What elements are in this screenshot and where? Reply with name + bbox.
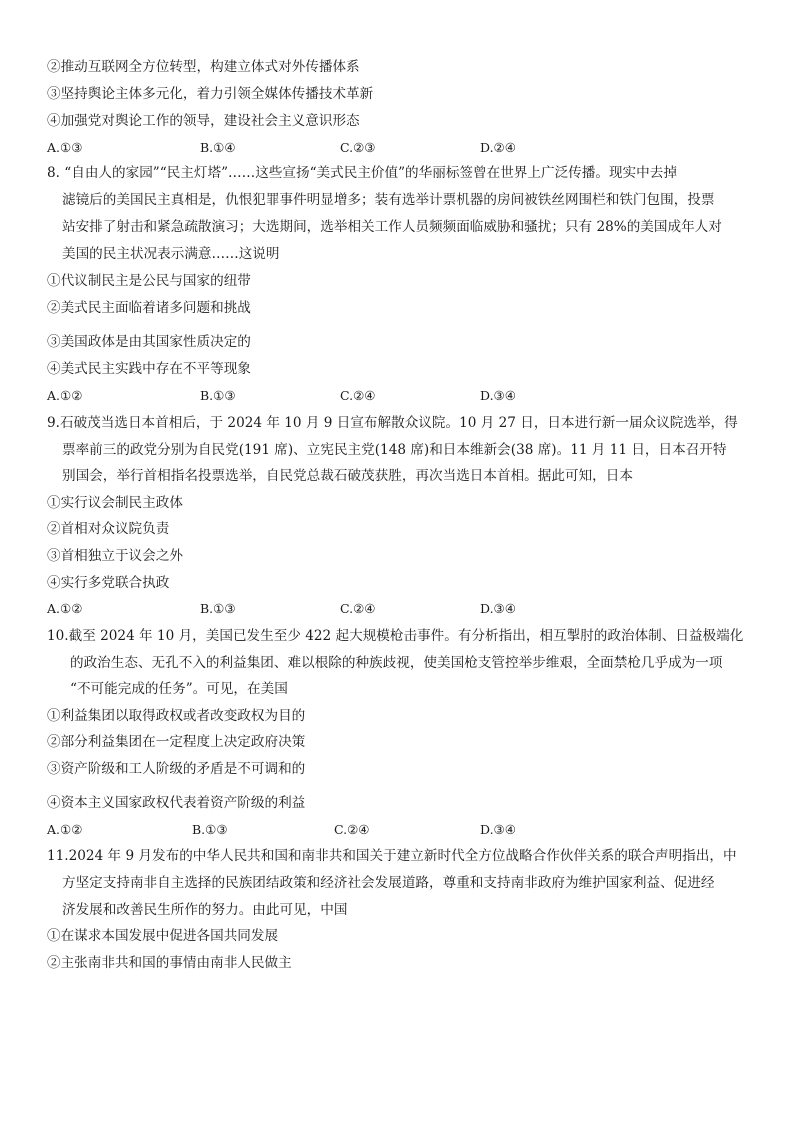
q10-option-3: ③资产阶级和工人阶级的矛盾是不可调和的 <box>47 761 306 777</box>
q10-option-1: ①利益集团以取得政权或者改变政权为目的 <box>47 708 306 724</box>
q9-option-3: ③首相独立于议会之外 <box>47 548 183 564</box>
q8-choice-d: D.③④ <box>480 388 516 403</box>
q10-choices <box>47 821 767 839</box>
q11-option-2: ②主张南非共和国的事情由南非人民做主 <box>47 955 292 971</box>
q10-option-4: ④资本主义国家政权代表着资产阶级的利益 <box>47 795 306 811</box>
q9-choice-d: D.③④ <box>480 601 516 616</box>
q11-stem-line: 济发展和改善民生所作的努力。由此可见，中国 <box>62 902 348 918</box>
q11-stem-line: 方坚定支持南非自主选择的民族团结政策和经济社会发展道路，尊重和支持南非政府为维护国家利益、促进经 <box>62 875 715 891</box>
q8-choice-c: C.②④ <box>340 388 376 403</box>
q10-option-2: ②部分利益集团在一定程度上决定政府决策 <box>47 734 306 750</box>
q10-choice-c: C.②④ <box>334 822 370 837</box>
q10-stem-line: 的政治生态、无孔不入的利益集团、难以根除的种族歧视，使美国枪支管控举步维艰，全面禁枪几乎成为一项 <box>70 655 723 671</box>
q7-option-3: ③坚持舆论主体多元化，着力引领全媒体传播技术革新 <box>47 86 374 102</box>
q8-stem-line: 滤镜后的美国民主真相是，仇恨犯罪事件明显增多；装有选举计票机器的房间被铁丝网围栏和铁门包围，投票 <box>62 192 715 208</box>
q9-stem-line: 票率前三的政党分别为自民党(191 席)、立宪民主党(148 席)和日本维新会(38 席)。11 月 11 日，日本召开特 <box>62 442 727 458</box>
q9-choice-a: A.①② <box>47 601 83 616</box>
q10-choice-a: A.①② <box>47 822 83 837</box>
q8-option-2: ②美式民主面临着诸多问题和挑战 <box>47 300 251 316</box>
q7-option-4: ④加强党对舆论工作的领导，建设社会主义意识形态 <box>47 113 360 129</box>
q9-choice-c: C.②④ <box>340 601 376 616</box>
q11-option-1: ①在谋求本国发展中促进各国共同发展 <box>47 928 279 944</box>
q7-option-2: ②推动互联网全方位转型，构建立体式对外传播体系 <box>47 59 360 75</box>
q8-stem-line: 8. “自由人的家园”“民主灯塔”……这些宣扬“美式民主价值”的华丽标签曾在世界上广泛传播。现实中去掉 <box>47 165 677 181</box>
q8-choice-b: B.①③ <box>200 388 236 403</box>
q7-choice-d: D.②④ <box>480 140 516 155</box>
q7-choice-b: B.①④ <box>200 140 236 155</box>
q9-option-1: ①实行议会制民主政体 <box>47 495 183 511</box>
q8-stem-line: 站安排了射击和紧急疏散演习；大选期间，选举相关工作人员频频面临威胁和骚扰；只有 28%的美国成年人对 <box>62 219 722 235</box>
q9-option-2: ②首相对众议院负责 <box>47 521 170 537</box>
q11-stem-line: 11.2024 年 9 月发布的中华人民共和国和南非共和国关于建立新时代全方位战略合作伙伴关系的联合声明指出，中 <box>47 848 737 864</box>
q9-option-4: ④实行多党联合执政 <box>47 575 170 591</box>
q7-choice-c: C.②③ <box>340 140 376 155</box>
q9-choice-b: B.①③ <box>200 601 236 616</box>
q9-stem-line: 9.石破茂当选日本首相后，于 2024 年 10 月 9 日宣布解散众议院。10 月 27 日，日本进行新一届众议院选举，得 <box>47 415 738 431</box>
q7-choices <box>47 139 767 157</box>
q8-option-1: ①代议制民主是公民与国家的纽带 <box>47 273 251 289</box>
q8-choices <box>47 387 767 405</box>
q9-stem-line: 别国会，举行首相指名投票选举，自民党总裁石破茂获胜，再次当选日本首相。据此可知，日本 <box>62 468 633 484</box>
q9-choices <box>47 600 767 618</box>
q8-option-4: ④美式民主实践中存在不平等现象 <box>47 361 251 377</box>
q8-stem-line: 美国的民主状况表示满意……这说明 <box>62 246 280 262</box>
q10-choice-d: D.③④ <box>480 822 516 837</box>
q7-choice-a: A.①③ <box>47 140 83 155</box>
q10-stem-line: 10.截至 2024 年 10 月，美国已发生至少 422 起大规模枪击事件。有分析指出，相互掣肘的政治体制、日益极端化 <box>47 628 744 644</box>
q10-choice-b: B.①③ <box>192 822 228 837</box>
q8-choice-a: A.①② <box>47 388 83 403</box>
q10-stem-line: “不可能完成的任务”。可见，在美国 <box>70 681 288 697</box>
q8-option-3: ③美国政体是由其国家性质决定的 <box>47 334 251 350</box>
